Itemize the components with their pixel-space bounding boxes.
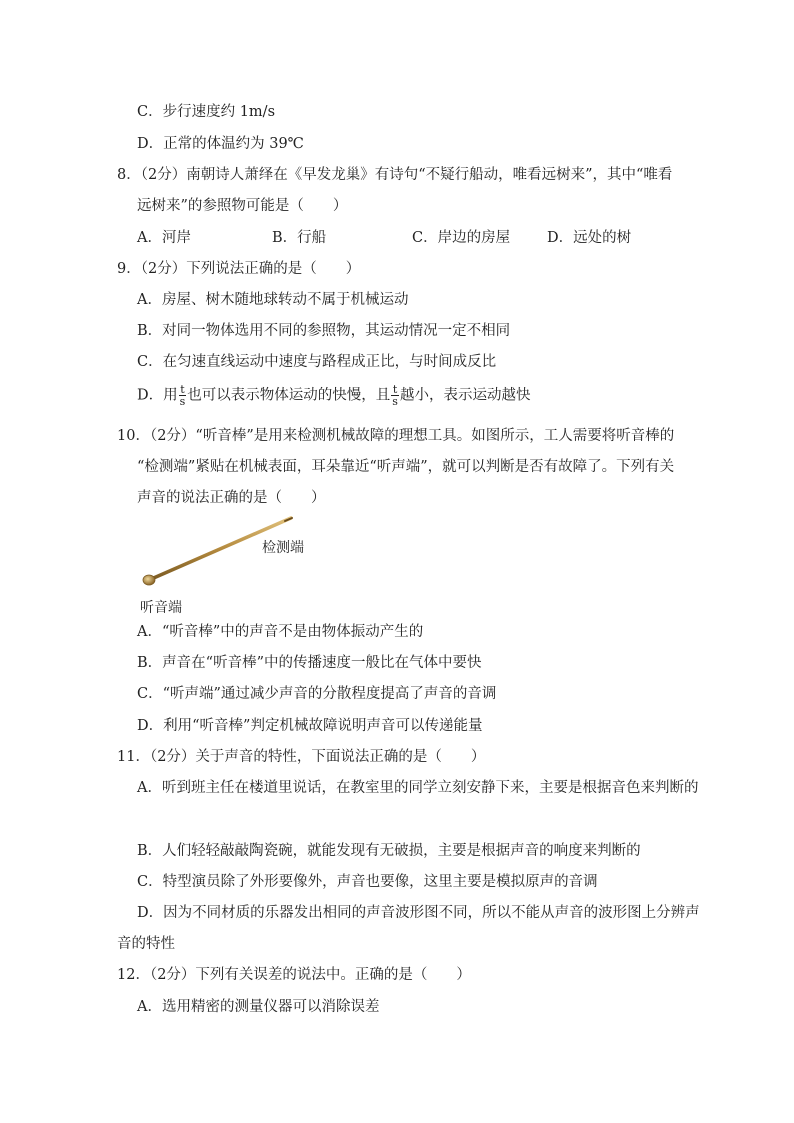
rod-listen-knob bbox=[143, 575, 155, 585]
q10-stem-line2: “检测端”紧贴在机械表面，耳朵靠近“听声端”，就可以判断是否有故障了。下列有关 bbox=[137, 459, 675, 475]
q11-option-d-line2: 音的特性 bbox=[117, 936, 175, 952]
q9-option-b: B．对同一物体选用不同的参照物，其运动情况一定不相同 bbox=[137, 323, 511, 339]
fraction-t-over-s: $\frac{t}{s}$ bbox=[179, 383, 186, 408]
q8-option-c: C．岸边的房屋 bbox=[412, 230, 511, 246]
q8-stem-line1: 8．（2分）南朝诗人萧绎在《早发龙巢》有诗句“不疑行船动，唯看远树来”，其中“唯看 bbox=[117, 167, 673, 183]
q9-option-d-part3: 越小，表示运动越快 bbox=[399, 387, 531, 404]
q9-option-c: C．在匀速直线运动中速度与路程成正比，与时间成反比 bbox=[137, 354, 497, 370]
label-detect-end: 检测端 bbox=[262, 540, 304, 556]
q8-option-b: B．行船 bbox=[272, 230, 327, 246]
q9-option-a: A．房屋、树木随地球转动不属于机械运动 bbox=[137, 292, 409, 308]
q10-option-b: B．声音在“听音棒”中的传播速度一般比在气体中要快 bbox=[137, 655, 482, 671]
q12-stem: 12．（2分）下列有关误差的说法中。正确的是（ ） bbox=[117, 967, 471, 983]
q7-option-d: D．正常的体温约为 39℃ bbox=[137, 136, 304, 152]
q11-stem: 11．（2分）关于声音的特性，下面说法正确的是（ ） bbox=[117, 749, 486, 765]
q11-option-a: A．听到班主任在楼道里说话，在教室里的同学立刻安静下来，主要是根据音色来判断的 bbox=[137, 780, 699, 796]
q11-option-d-line1: D．因为不同材质的乐器发出相同的声音波形图不同，所以不能从声音的波形图上分辨声 bbox=[137, 905, 700, 921]
q10-option-c: C．“听声端”通过减少声音的分散程度提高了声音的音调 bbox=[137, 686, 497, 702]
q8-option-a: A．河岸 bbox=[137, 230, 191, 246]
q10-option-a: A．“听音棒”中的声音不是由物体振动产生的 bbox=[137, 624, 424, 640]
q10-stem-line3: 声音的说法正确的是（ ） bbox=[137, 490, 326, 506]
q9-option-d-part2: 也可以表示物体运动的快慢，且 bbox=[187, 387, 391, 404]
q9-option-d bbox=[137, 384, 530, 407]
q11-option-b: B．人们轻轻敲敲陶瓷碗，就能发现有无破损，主要是根据声音的响度来判断的 bbox=[137, 843, 641, 859]
q10-option-d: D．利用“听音棒”判定机械故障说明声音可以传递能量 bbox=[137, 718, 483, 734]
q8-option-d: D．远处的树 bbox=[547, 230, 632, 246]
fraction-t-over-s-2: $\frac{t}{s}$ bbox=[392, 383, 398, 408]
q7-option-c: C．步行速度约 1m/s bbox=[137, 104, 276, 120]
q12-option-a: A．选用精密的测量仪器可以消除误差 bbox=[137, 999, 380, 1015]
q8-stem-line2: 远树来”的参照物可能是（ ） bbox=[137, 198, 348, 214]
q9-stem: 9．（2分）下列说法正确的是（ ） bbox=[117, 261, 361, 277]
label-listen-end: 听音端 bbox=[140, 600, 182, 616]
q11-option-c: C．特型演员除了外形要像外，声音也要像，这里主要是模拟原声的音调 bbox=[137, 874, 598, 890]
q9-option-d-part1: D．用 bbox=[137, 387, 178, 404]
q10-stem-line1: 10．（2分）“听音棒”是用来检测机械故障的理想工具。如图所示，工人需要将听音棒的 bbox=[117, 428, 675, 444]
